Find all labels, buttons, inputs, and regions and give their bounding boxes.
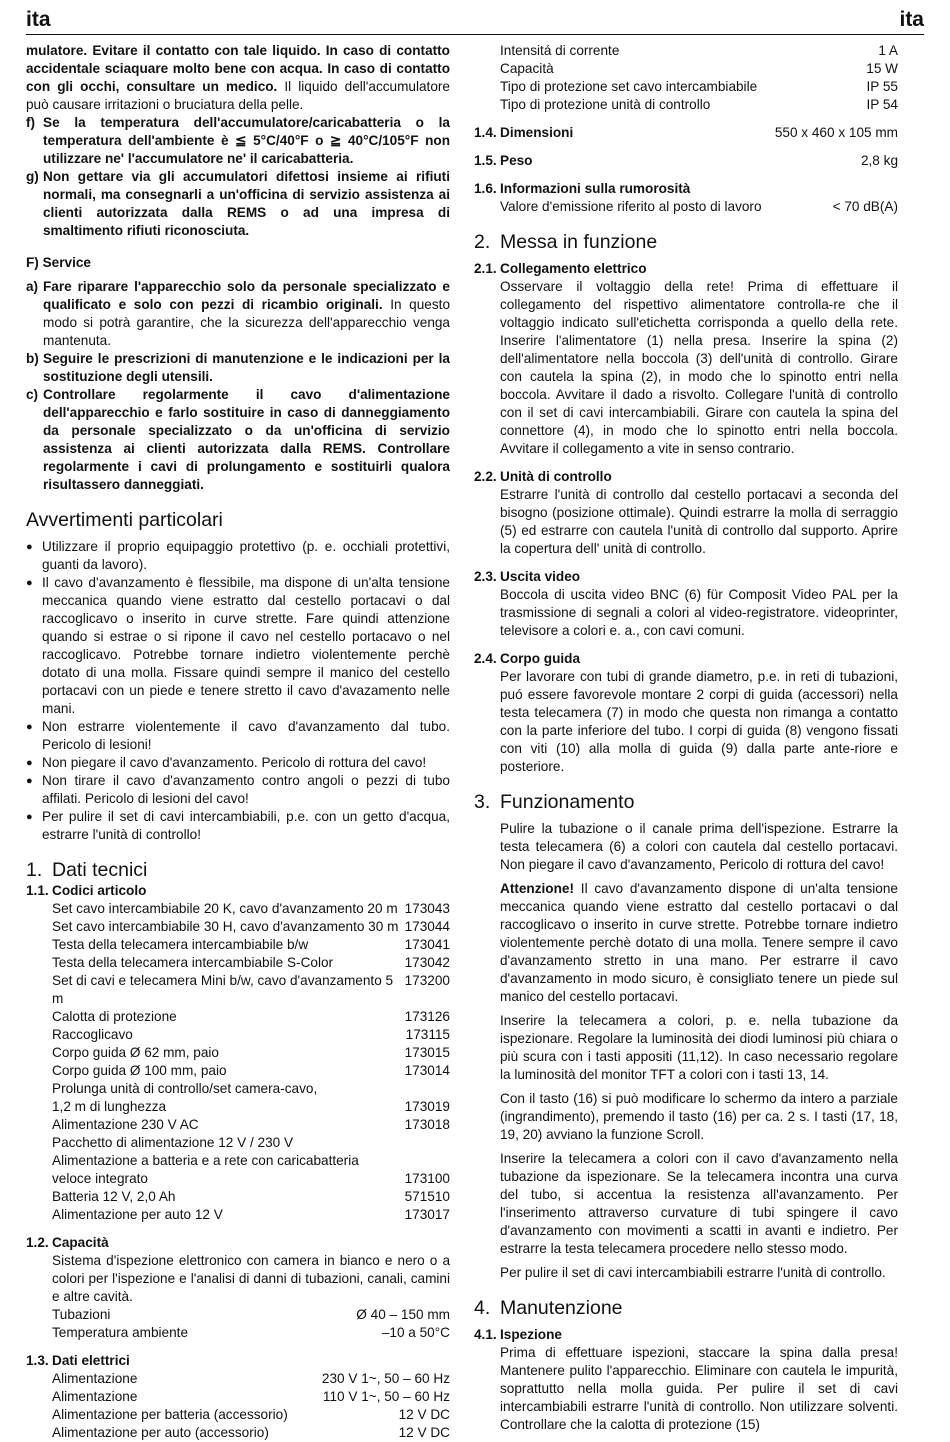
item-normal: In questo modo si potrà garantire, che la sicurezza dell'apparecchio venga mantenuta. [43, 297, 450, 348]
section-3-heading: 3. Funzionamento [474, 791, 635, 813]
article-row: Testa della telecamera intercambiabile b/w 173041 [52, 937, 450, 952]
subsection-2-3-heading: 2.3. Uscita video [474, 569, 581, 584]
section-4-heading: 4. Manutenzione [474, 1297, 623, 1319]
operation-paragraph: Inserire la telecamera a colori, p. e. nella tubazione da ispezionare. Regolare la luminosità dei diodi luminosi più chiara o più scura con i tasti appositi (11,12). In caso necessario regolare la luminosità del monitor TFT a colori con i tasti 13, 14. [500, 1013, 898, 1082]
spec-row: Tipo di protezione set cavo intercambiabile IP 55 [500, 79, 898, 94]
article-row: Alimentazione a batteria e a rete con caricabatteria [52, 1153, 359, 1168]
language-label-right: ita [899, 8, 924, 31]
spec-row: Intensitá di corrente 1 A [500, 43, 898, 58]
warnings-list [26, 538, 450, 844]
warning-bullet: ● Non piegare il cavo d'avanzamento. Pericolo di rottura del cavo! [26, 755, 427, 770]
subsection-4-1-heading: 4.1. Ispezione [474, 1327, 562, 1342]
item-letter: c) [26, 387, 39, 402]
bullet-icon: ● [26, 541, 33, 553]
article-row: Testa della telecamera intercambiabile S-Color 173042 [52, 955, 450, 970]
item-text: Non gettare via gli accumulatori difettosi insieme ai rifiuti normali, ma consegnarli a un'officina di servizio assistenza ai clienti autorizzata dalla REMS o ad una impresa di smaltimento rifiuti riconosciuta. [43, 169, 450, 238]
service-item-a [26, 278, 450, 350]
article-row: Set di cavi e telecamera Mini b/w, cavo d'avanzamento 5 m 173200 [52, 973, 450, 1006]
item-bold: Fare riparare l'apparecchio solo da personale specializzato e qualificato e solo con pezzi di ricambio originali. [43, 279, 450, 312]
right-column [474, 42, 898, 1434]
item-letter: a) [26, 279, 39, 294]
bullet-icon: ● [26, 721, 33, 733]
article-row: Corpo guida Ø 62 mm, paio 173015 [52, 1045, 450, 1060]
weight-row: 1.5. Peso 2,8 kg [474, 153, 898, 168]
spec-row: Alimentazione 230 V 1~, 50 – 60 Hz [52, 1371, 450, 1386]
continued-bold: mulatore. Evitare il contatto con tale liquido. In caso di contatto accidentale sciaquare molto bene con acqua. In caso di contatto con gli occhi, consultare un medico. [26, 43, 450, 94]
bullet-icon: ● [26, 757, 33, 769]
service-item-b [26, 350, 450, 386]
operation-paragraph: Con il tasto (16) si può modificare lo schermo da intero a parziale (ingrandimento), premendo il tasto (16) per ca. 2 s. I tasti (17, 18, 19, 20) avviano la funzione Scroll. [500, 1091, 898, 1142]
inspection-text: Prima di effettuare ispezioni, staccare la spina dalla presa! Mantenere pulito l'apparecchio. Eliminare con cautela le impurità, soprattutto nella molla guida. Per pulire il set di cavi intercambiabili estrarre l'unità di controllo. Non utilizzare solventi. Controllare che la calotta di protezione (15) [500, 1345, 898, 1432]
service-item-c [26, 386, 450, 494]
subsection-1-1-heading: 1.1. Codici articolo [26, 883, 147, 898]
capacity-table [52, 1306, 450, 1342]
item-letter: b) [26, 351, 39, 366]
article-row: Batteria 12 V, 2,0 Ah 571510 [52, 1189, 450, 1204]
spec-row: Tipo di protezione unità di controllo IP 54 [500, 97, 898, 112]
continued-normal: Il liquido dell'accumulatore può causare irritazioni o bruciatura della pelle. [26, 79, 450, 112]
article-row: Prolunga unità di controllo/set camera-cavo, [52, 1081, 318, 1096]
section-1-heading: 1. Dati tecnici [26, 859, 148, 881]
warnings-heading: Avvertimenti particolari [26, 509, 223, 531]
operation-paragraph: Pulire la tubazione o il canale prima dell'ispezione. Estrarre la testa telecamera (6) a colori con cautela dal cestello portacavi. Non piegare il cavo d'avanzamento, Pericolo di rottura del cavo! [500, 821, 898, 872]
bullet-icon: ● [26, 811, 33, 823]
left-column [26, 42, 450, 1442]
language-label-left: ita [26, 8, 51, 31]
noise-row: Valore d'emissione riferito al posto di lavoro < 70 dB(A) [500, 199, 898, 214]
item-letter: g) [26, 169, 39, 184]
bullet-icon: ● [26, 577, 33, 589]
operation-attention: Attenzione! Il cavo d'avanzamento dispone di un'alta tensione meccanica quando viene estratto dal cestello portacavi o dal raccoglicavo o inserito in curve strette. Potrebbe tornare indietro violentemente perchè dotato di una molla. Tenere sempre il cavo d'avanzamento stretto in una mano. Per estrarre il cavo d'avanzamento in modo sicuro, è consigliato tenere un piede sul manico del cestello portacavi. [500, 881, 898, 1004]
spec-row: Alimentazione per batteria (accessorio) 12 V DC [52, 1407, 450, 1422]
bullet-icon: ● [26, 775, 33, 787]
article-row: Set cavo intercambiabile 20 K, cavo d'avanzamento 20 m 173043 [52, 901, 450, 916]
article-row: 1,2 m di lunghezza 173019 [52, 1099, 450, 1114]
item-letter: f) [26, 115, 36, 130]
operation-paragraph: Inserire la telecamera a colori con il cavo d'avanzamento nella tubazione da ispezionare. Se la telecamera incontra una curva del tubo, si accentua la resistenza all'avanzamento. Per l'inserimento attraverso curvature di tubi spingere il cavo d'avanzamento con movimenti a scatti in avanti e indietro. Per estrarre la testa telecamera procedere nello stesso modo. [500, 1151, 898, 1256]
item-text: Controllare regolarmente il cavo d'alimentazione dell'apparecchio e farlo sostituire in caso di danneggiamento da personale specializzato o da un'officina di servizio assistenza ai clienti autorizzata dalla REMS. Controllare regolarmente i cavi di prolungamento e sostituirli qualora risultassero danneggiati. [43, 387, 450, 492]
subsection-2-2-heading: 2.2. Unità di controllo [474, 469, 612, 484]
service-heading: F) Service [26, 255, 91, 270]
item-text [43, 278, 450, 350]
electrical-table [52, 1370, 450, 1442]
electrical-table-cont [500, 42, 898, 114]
dimensions-row: 1.4. Dimensioni 550 x 460 x 105 mm [474, 125, 898, 140]
subsection-2-4-heading: 2.4. Corpo guida [474, 651, 581, 666]
header-rule [26, 34, 924, 35]
warning-bullet: ● Non estrarre violentemente il cavo d'avanzamento dal tubo. Pericolo di lesioni! [26, 719, 450, 752]
spec-row: Tubazioni Ø 40 – 150 mm [52, 1307, 450, 1322]
article-row: Pacchetto di alimentazione 12 V / 230 V [52, 1135, 294, 1150]
article-row: Raccoglicavo 173115 [52, 1027, 450, 1042]
article-row: Alimentazione 230 V AC 173018 [52, 1117, 450, 1132]
subsection-2-1-heading: 2.1. Collegamento elettrico [474, 261, 647, 276]
section-2-heading: 2. Messa in funzione [474, 231, 658, 253]
subsection-1-3-heading: 1.3. Dati elettrici [26, 1353, 130, 1368]
operation-paragraph: Per pulire il set di cavi intercambiabili estrarre l'unità di controllo. [500, 1265, 886, 1280]
article-codes-table [52, 900, 450, 1224]
subsection-1-2-heading: 1.2. Capacità [26, 1235, 109, 1250]
battery-item-g [26, 168, 450, 240]
article-row: veloce integrato 173100 [52, 1171, 450, 1186]
article-row: Corpo guida Ø 100 mm, paio 173014 [52, 1063, 450, 1078]
warning-bullet: ● Il cavo d'avanzamento è flessibile, ma dispone di un'alta tensione meccanica quando viene estratto dal cestello portacavi o dal raccoglicavo o inserito in curve strette. Fare quindi attenzione quando si estrae o si ripone il cavo nel cestello portacavo o nel raccoglicavo. Potrebbe tornare indietro violentemente perchè dotato di una molla. Fissare quindi sempre il manico del cestello portacavi con un piede e tenere stretto il cavo d'avazamento nelle mani. [26, 575, 450, 716]
spec-row: Capacità 15 W [500, 61, 898, 76]
warning-bullet: ● Utilizzare il proprio equipaggio protettivo (p. e. occhiali protettivi, guanti da lavoro). [26, 539, 450, 572]
warning-bullet: ● Per pulire il set di cavi intercambiabili, p.e. con un getto d'acqua, estrarre l'unità di controllo! [26, 809, 450, 842]
electrical-connection-text: Osservare il voltaggio della rete! Prima di effettuare il collegamento del rispettivo alimentatore controlla-re che il voltaggio indicato sull'etichetta corrisponda a quello della rete. Inserire l'alimentatore (1) nella presa. Inserire la spina (2) dell'alimentatore nella boccola (3) dell'unità di controllo. Girare con cautela la spina (2), in modo che lo spinotto entri nella boccola. Avvitare il dado a risvolto. Collegare l'unità di controllo con il set di cavi intercambiabili. Girare con cautela la spina del connettore (4), in modo che lo spinotto entri nella boccola. Avvitare il collegamento a vite in senso contrario. [500, 279, 898, 456]
spec-row: Alimentazione 110 V 1~, 50 – 60 Hz [52, 1389, 450, 1404]
continued-paragraph [26, 42, 450, 114]
battery-item-f [26, 114, 450, 168]
subsection-1-6-heading: 1.6. Informazioni sulla rumorosità [474, 181, 691, 196]
spec-row: Alimentazione per auto (accessorio) 12 V DC [52, 1425, 450, 1440]
item-text: Seguire le prescrizioni di manutenzione e le indicazioni per la sostituzione degli utensili. [43, 351, 450, 384]
warning-bullet: ● Non tirare il cavo d'avanzamento contro angoli o pezzi di tubo affilati. Pericolo di lesioni del cavo! [26, 773, 450, 806]
article-row: Set cavo intercambiabile 30 H, cavo d'avanzamento 30 m 173044 [52, 919, 450, 934]
guide-body-text: Per lavorare con tubi di grande diametro, p.e. in reti di tubazioni, puó essere favorevole montare 2 corpi di guida (accessori) nella testa telecamera (7) in modo che questa non rimanga a contatto con la parte inferiore del tubo. I corpi di guida (8) vengono fissati con viti (10) alla molla di guida (9) dalla parte ante-riore e posteriore. [500, 669, 898, 774]
control-unit-text: Estrarre l'unità di controllo dal cestello portacavi a seconda del bisogno (posizione ottimale). Quindi estrarre la molla di serraggio (5) ed estrarre con cautela l'unità di controllo dal supporto. Aprire la copertura dell' unità di controllo. [500, 487, 898, 556]
article-row: Calotta di protezione 173126 [52, 1009, 450, 1024]
item-text: Se la temperatura dell'accumulatore/caricabatteria o la temperatura dell'ambiente è ≦ 5°C/40°F o ≧ 40°C/105°F non utilizzare ne' l'accumulatore ne' il caricabatteria. [43, 115, 450, 166]
spec-row: Temperatura ambiente –10 a 50°C [52, 1325, 450, 1340]
video-output-text: Boccola di uscita video BNC (6) für Composit Video PAL per la trasmissione di segnali a colori al video-registratore. videoprinter, televisore a colori e. a., con cavi comuni. [500, 587, 898, 638]
article-row: Alimentazione per auto 12 V 173017 [52, 1207, 450, 1222]
capacity-text: Sistema d'ispezione elettronico con camera in bianco e nero o a colori per l'ispezione e l'analisi di danni di tubazioni, canali, camini e altre cavità. [52, 1253, 450, 1304]
